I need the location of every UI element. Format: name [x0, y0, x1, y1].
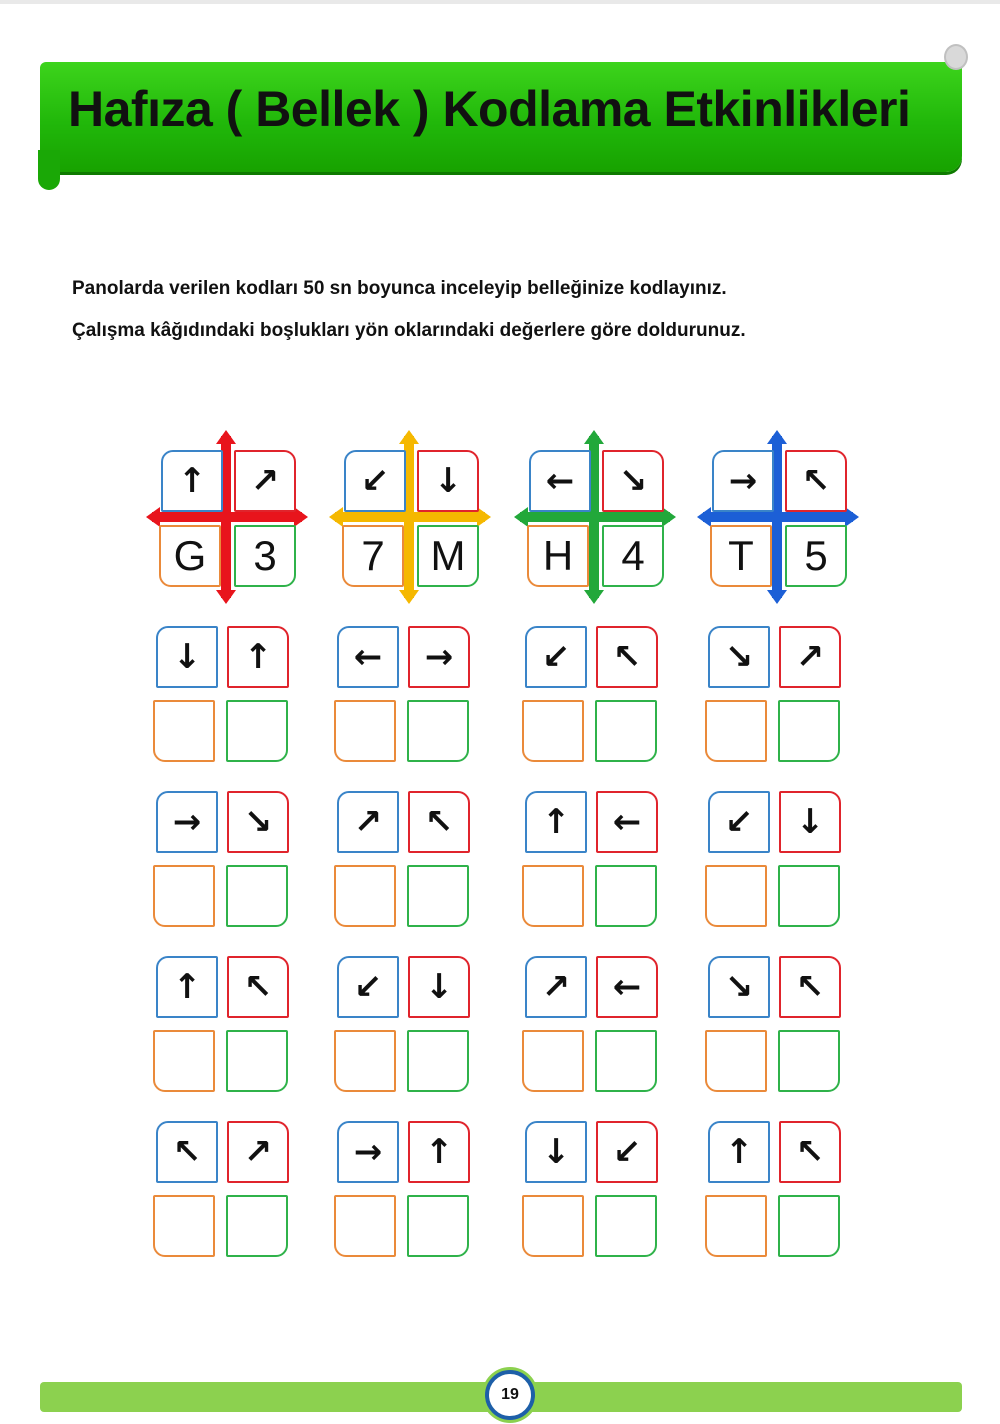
answer-box[interactable]	[334, 700, 396, 762]
answer-box[interactable]	[407, 1195, 469, 1257]
arrow-icon: ←	[612, 802, 642, 842]
answer-box[interactable]	[153, 1030, 215, 1092]
exercise-arrow-box	[408, 791, 470, 853]
exercise-cell	[152, 1121, 294, 1261]
code-letter: T	[728, 532, 754, 579]
arrowhead-down-icon	[216, 590, 236, 604]
answer-box[interactable]	[595, 1195, 657, 1257]
arrowhead-left-icon	[329, 507, 343, 527]
exercise-arrow-box	[525, 956, 587, 1018]
arrow-icon: →	[424, 637, 454, 677]
exercise-cell	[152, 956, 294, 1096]
answer-box[interactable]	[226, 865, 288, 927]
code-letter: M	[430, 532, 466, 579]
exercise-cell	[704, 791, 846, 931]
arrowhead-up-icon	[767, 430, 787, 444]
key-arrow-box	[712, 450, 774, 512]
arrow-icon: ↓	[424, 967, 454, 1007]
arrow-icon: ↙	[612, 1132, 642, 1172]
answer-box[interactable]	[778, 700, 840, 762]
arrowhead-left-icon	[146, 507, 160, 527]
arrowhead-right-icon	[845, 507, 859, 527]
key-code-box	[342, 525, 404, 587]
exercise-cell	[704, 1121, 846, 1261]
exercise-arrow-box	[596, 626, 658, 688]
arrow-icon: ↘	[243, 802, 273, 842]
exercise-arrow-box	[708, 956, 770, 1018]
answer-box[interactable]	[705, 700, 767, 762]
arrow-icon: ↖	[795, 1132, 825, 1172]
exercise-arrow-box	[779, 1121, 841, 1183]
page-title: Hafıza ( Bellek ) Kodlama Etkinlikleri	[68, 81, 911, 137]
answer-box[interactable]	[778, 1195, 840, 1257]
instruction-line-2: Çalışma kâğıdındaki boşlukları yön oklarındaki değerlere göre doldurunuz.	[72, 320, 746, 341]
arrow-icon: ↖	[801, 461, 831, 501]
exercise-arrow-box	[337, 956, 399, 1018]
key-arrow-box	[234, 450, 296, 512]
answer-box[interactable]	[705, 865, 767, 927]
banner-scroll-knob	[944, 44, 968, 70]
exercise-arrow-box	[337, 1121, 399, 1183]
answer-box[interactable]	[153, 865, 215, 927]
exercise-arrow-box	[227, 956, 289, 1018]
exercise-cell	[704, 626, 846, 766]
arrow-icon: ←	[612, 967, 642, 1007]
exercise-arrow-box	[525, 1121, 587, 1183]
key-arrow-box	[529, 450, 591, 512]
answer-box[interactable]	[778, 1030, 840, 1092]
arrow-icon: ↙	[541, 637, 571, 677]
exercise-cell	[704, 956, 846, 1096]
key-code-box	[234, 525, 296, 587]
arrow-icon: ↗	[243, 1132, 273, 1172]
answer-box[interactable]	[153, 700, 215, 762]
exercise-arrow-box	[596, 956, 658, 1018]
arrowhead-up-icon	[216, 430, 236, 444]
instruction-line-1: Panolarda verilen kodları 50 sn boyunca inceleyip belleğinize kodlayınız.	[72, 278, 727, 299]
exercise-arrow-box	[596, 791, 658, 853]
exercise-cell	[521, 956, 663, 1096]
key-code-box	[159, 525, 221, 587]
key-arrow-box	[344, 450, 406, 512]
arrow-icon: ↗	[795, 637, 825, 677]
answer-box[interactable]	[407, 1030, 469, 1092]
arrow-icon: →	[353, 1132, 383, 1172]
cross-bar-horizontal	[335, 512, 485, 522]
exercise-arrow-box	[227, 1121, 289, 1183]
arrowhead-left-icon	[697, 507, 711, 527]
arrow-icon: ↙	[353, 967, 383, 1007]
exercise-cell	[333, 1121, 475, 1261]
arrow-icon: ↖	[795, 967, 825, 1007]
exercise-arrow-box	[779, 956, 841, 1018]
page-number: 19	[485, 1370, 535, 1420]
code-letter: 4	[621, 532, 645, 579]
key-panel	[703, 436, 853, 598]
exercise-cell	[333, 956, 475, 1096]
key-arrow-box	[785, 450, 847, 512]
arrowhead-down-icon	[399, 590, 419, 604]
arrowhead-left-icon	[514, 507, 528, 527]
exercise-arrow-box	[779, 626, 841, 688]
arrow-icon: ↓	[433, 461, 463, 501]
exercise-arrow-box	[708, 1121, 770, 1183]
answer-box[interactable]	[705, 1195, 767, 1257]
key-code-box	[527, 525, 589, 587]
key-arrow-box	[161, 450, 223, 512]
answer-box[interactable]	[522, 700, 584, 762]
exercise-cell	[152, 791, 294, 931]
top-rule	[0, 0, 1000, 4]
arrow-icon: ↑	[177, 461, 207, 501]
arrow-icon: ↖	[243, 967, 273, 1007]
exercise-cell	[521, 626, 663, 766]
cross-bar-horizontal	[520, 512, 670, 522]
exercise-arrow-box	[337, 791, 399, 853]
arrowhead-up-icon	[399, 430, 419, 444]
arrow-icon: ↘	[618, 461, 648, 501]
code-letter: 7	[361, 532, 385, 579]
exercise-arrow-box	[708, 791, 770, 853]
exercise-arrow-box	[156, 956, 218, 1018]
exercise-cell	[521, 1121, 663, 1261]
code-letter: G	[173, 532, 207, 579]
arrow-icon: ↑	[172, 967, 202, 1007]
arrow-icon: ↗	[541, 967, 571, 1007]
arrow-icon: ↖	[172, 1132, 202, 1172]
arrow-icon: →	[728, 461, 758, 501]
exercise-cell	[521, 791, 663, 931]
answer-box[interactable]	[153, 1195, 215, 1257]
exercise-arrow-box	[708, 626, 770, 688]
answer-box[interactable]	[334, 1195, 396, 1257]
exercise-arrow-box	[408, 626, 470, 688]
exercise-arrow-box	[525, 626, 587, 688]
arrow-icon: ←	[353, 637, 383, 677]
arrow-icon: ↗	[353, 802, 383, 842]
key-arrow-box	[602, 450, 664, 512]
code-letter: 5	[804, 532, 828, 579]
code-letter: 3	[253, 532, 277, 579]
exercise-arrow-box	[596, 1121, 658, 1183]
arrow-icon: ↑	[541, 802, 571, 842]
exercise-arrow-box	[156, 1121, 218, 1183]
arrow-icon: ↗	[250, 461, 280, 501]
arrowhead-down-icon	[584, 590, 604, 604]
exercise-arrow-box	[156, 626, 218, 688]
arrow-icon: ←	[545, 461, 575, 501]
exercise-arrow-box	[156, 791, 218, 853]
key-arrow-box	[417, 450, 479, 512]
cross-bar-horizontal	[703, 512, 853, 522]
answer-box[interactable]	[522, 1030, 584, 1092]
key-panel	[335, 436, 485, 598]
arrow-icon: ↓	[795, 802, 825, 842]
arrow-icon: ↘	[724, 637, 754, 677]
arrow-icon: ↓	[541, 1132, 571, 1172]
cross-bar-horizontal	[152, 512, 302, 522]
answer-box[interactable]	[334, 1030, 396, 1092]
arrow-icon: ↑	[724, 1132, 754, 1172]
key-panel	[152, 436, 302, 598]
answer-box[interactable]	[705, 1030, 767, 1092]
arrow-icon: ↖	[612, 637, 642, 677]
arrow-icon: ↓	[172, 637, 202, 677]
key-code-box	[710, 525, 772, 587]
arrowhead-right-icon	[294, 507, 308, 527]
answer-box[interactable]	[226, 1030, 288, 1092]
arrow-icon: ↖	[424, 802, 454, 842]
answer-box[interactable]	[407, 700, 469, 762]
answer-box[interactable]	[595, 1030, 657, 1092]
exercise-arrow-box	[337, 626, 399, 688]
arrowhead-up-icon	[584, 430, 604, 444]
banner-scroll-curl	[38, 150, 60, 190]
arrow-icon: ↑	[424, 1132, 454, 1172]
arrow-icon: ↙	[724, 802, 754, 842]
exercise-cell	[333, 791, 475, 931]
key-panel	[520, 436, 670, 598]
answer-box[interactable]	[522, 865, 584, 927]
answer-box[interactable]	[595, 865, 657, 927]
arrow-icon: ↙	[360, 461, 390, 501]
answer-box[interactable]	[778, 865, 840, 927]
exercise-arrow-box	[525, 791, 587, 853]
exercise-cell	[333, 626, 475, 766]
key-code-box	[417, 525, 479, 587]
arrowhead-right-icon	[662, 507, 676, 527]
exercise-arrow-box	[779, 791, 841, 853]
answer-box[interactable]	[226, 700, 288, 762]
exercise-cell	[152, 626, 294, 766]
exercise-arrow-box	[408, 956, 470, 1018]
arrow-icon: →	[172, 802, 202, 842]
answer-box[interactable]	[226, 1195, 288, 1257]
answer-box[interactable]	[407, 865, 469, 927]
answer-box[interactable]	[595, 700, 657, 762]
exercise-arrow-box	[408, 1121, 470, 1183]
arrowhead-down-icon	[767, 590, 787, 604]
key-code-box	[602, 525, 664, 587]
exercise-arrow-box	[227, 791, 289, 853]
arrow-icon: ↘	[724, 967, 754, 1007]
answer-box[interactable]	[334, 865, 396, 927]
exercise-arrow-box	[227, 626, 289, 688]
code-letter: H	[542, 532, 574, 579]
arrowhead-right-icon	[477, 507, 491, 527]
arrow-icon: ↑	[243, 637, 273, 677]
key-code-box	[785, 525, 847, 587]
answer-box[interactable]	[522, 1195, 584, 1257]
